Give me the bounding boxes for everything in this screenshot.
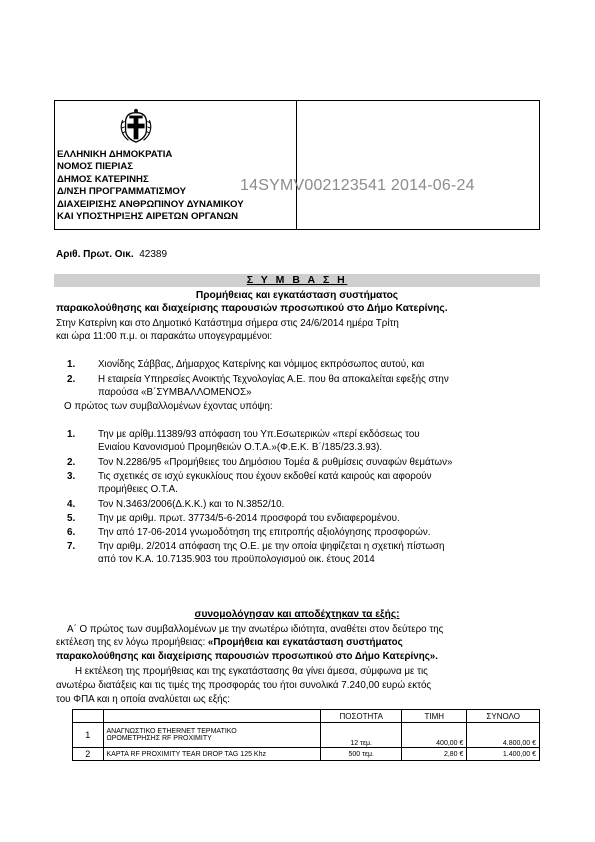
row-index: 2 xyxy=(73,748,104,761)
row-total: 4.800,00 € xyxy=(467,723,540,748)
consideration-number: 3. xyxy=(67,471,76,482)
party-text: Χιονίδης Σάββας, Δήμαρχος Κατερίνης και νόμιμος εκπρόσωπος αυτού, και xyxy=(98,359,425,370)
consideration-text: Ενιαίου Κανονισμού Προμηθειών Ο.Τ.Α.»(Φ.Ε.Κ. Β΄/185/23.3.93). xyxy=(98,442,383,453)
row-description-line: ΩΡΟΜΕΤΡΗΣΗΣ RF PROXIMITY xyxy=(106,735,212,742)
consideration-text: Τις σχετικές σε ισχύ εγκυκλίους που έχουν εκδοθεί κατά καιρούς και αφορούν xyxy=(98,471,432,482)
greek-coat-of-arms-icon xyxy=(117,107,155,145)
row-index: 1 xyxy=(73,723,104,748)
consideration-text: Την από 17-06-2014 γνωμοδότηση της επιτροπής αξιολόγησης προσφορών. xyxy=(98,527,431,538)
subject-line-1: Προμήθειας και εγκατάσταση συστήματος xyxy=(195,290,399,301)
paragraph-a-line-1: Α΄ Ο πρώτος των συμβαλλομένων με την ανωτέρω ιδιότητα, αναθέτει στον δεύτερο της xyxy=(67,624,444,635)
consideration-text: από τον Κ.Α. 10.7135.903 του προϋπολογισμού οικ. έτους 2014 xyxy=(98,554,375,565)
paragraph-a-plain: εκτέλεση της εν λόγω προμήθειας: xyxy=(56,637,208,648)
authority-line: ΝΟΜΟΣ ΠΙΕΡΙΑΣ xyxy=(57,161,134,173)
row-price: 2,80 € xyxy=(402,748,467,761)
paragraph-a-line-3: παρακολούθησης και διαχείρισης παρουσιών προσωπικού στο Δήμο Κατερίνης». xyxy=(56,651,438,662)
agreed-heading: συνομολόγησαν και αποδέχτηκαν τα εξής: xyxy=(194,609,400,620)
consideration-number: 2. xyxy=(67,457,76,468)
consideration-text: Την με αριθμ. πρωτ. 37734/5-6-2014 προσφορά του ενδιαφερομένου. xyxy=(98,513,400,524)
intro-line-1: Στην Κατερίνη και στο Δημοτικό Κατάστημα σήμερα στις 24/6/2014 ημέρα Τρίτη xyxy=(56,318,399,329)
consideration-number: 5. xyxy=(67,513,76,524)
authority-line: ΔΗΜΟΣ ΚΑΤΕΡΙΝΗΣ xyxy=(57,173,149,185)
table-row xyxy=(73,748,540,761)
intro-line-2: και ώρα 11:00 π.μ. οι παρακάτω υπογεγραμμένοι: xyxy=(56,331,273,342)
table-header-cell: ΣΥΝΟΛΟ xyxy=(467,710,540,723)
consideration-text: Τον Ν.3463/2006(Δ.Κ.Κ.) και το Ν.3852/10. xyxy=(98,499,285,510)
document-stamp: 14SYMV002123541 2014-06-24 xyxy=(240,177,475,194)
consideration-text: προμήθειες Ο.Τ.Α. xyxy=(98,484,178,495)
authority-block xyxy=(57,149,244,223)
header-box xyxy=(54,100,540,230)
protocol-number xyxy=(56,249,167,260)
header-divider xyxy=(296,101,297,229)
paragraph-a-bold: «Προμήθεια και εγκατάσταση συστήματος xyxy=(207,637,403,648)
table-header-cell: ΠΟΣΟΤΗΤΑ xyxy=(321,710,402,723)
table-header-row xyxy=(73,710,540,723)
subject-line-2: παρακολούθησης και διαχείρισης παρουσιών προσωπικού στο Δήμο Κατερίνης. xyxy=(56,303,448,314)
table-header-cell: ΤΙΜΗ xyxy=(402,710,467,723)
authority-line: Δ/ΝΣΗ ΠΡΟΓΡΑΜΜΑΤΙΣΜΟΥ xyxy=(57,186,186,198)
row-total: 1.400,00 € xyxy=(467,748,540,761)
consideration-number: 7. xyxy=(67,541,76,552)
consideration-text: Τον Ν.2286/95 «Προμήθειες του Δημόσιου Τομέα & ρυθμίσεις συναφών θεμάτων» xyxy=(98,457,453,468)
paragraph-b-line-3: του ΦΠΑ και η οποία αναλύεται ως εξής: xyxy=(56,694,230,705)
party-text: παρούσα «Β΄ΣΥΜΒΑΛΛΟΜΕΝΟΣ» xyxy=(98,387,252,398)
row-quantity: 12 τεμ. xyxy=(321,723,402,748)
authority-line: ΔΙΑΧΕΙΡΙΣΗΣ ΑΝΘΡΩΠΙΝΟΥ ΔΥΝΑΜΙΚΟΥ xyxy=(57,198,244,210)
authority-line: ΚΑΙ ΥΠΟΣΤΗΡΙΞΗΣ ΑΙΡΕΤΩΝ ΟΡΓΑΝΩΝ xyxy=(57,211,239,223)
considering-intro: Ο πρώτος των συμβαλλομένων έχοντας υπόψη: xyxy=(64,401,273,412)
consideration-number: 6. xyxy=(67,527,76,538)
paragraph-b-line-1: Η εκτέλεση της προμήθειας και της εγκατάστασης θα γίνει άμεσα, σύμφωνα με τις xyxy=(75,666,428,677)
party-number: 1. xyxy=(67,359,76,370)
consideration-number: 4. xyxy=(67,499,76,510)
party-number: 2. xyxy=(67,374,76,385)
table-row xyxy=(73,723,540,748)
consideration-number: 1. xyxy=(67,429,76,440)
consideration-text: Την με αρίθμ.11389/93 απόφαση του Υπ.Εσωτερικών «περί εκδόσεως του xyxy=(98,429,420,440)
paragraph-a-line-2 xyxy=(56,637,403,648)
paragraph-b-line-2: ανωτέρω διατάξεις και τις τιμές της προσφοράς του ήτοι συνολικά 7.240,00 ευρώ εκτός xyxy=(56,680,432,691)
row-description: ΚΑΡΤΑ RF PROXIMITY TEAR DROP TAG 125 Khz xyxy=(103,748,321,761)
row-description xyxy=(103,723,321,748)
protocol-value: 42389 xyxy=(139,249,168,260)
row-description-line: ΑΝΑΓΝΩΣΤΙΚΟ ETHERNET ΤΕΡΜΑΤΙΚΟ xyxy=(106,728,237,735)
protocol-label: Αριθ. Πρωτ. Οικ. xyxy=(56,249,134,260)
consideration-text: Την αριθμ. 2/2014 απόφαση της Ο.Ε. με την οποία ψηφίζεται η σχετική πίστωση xyxy=(98,541,445,552)
party-text: Η εταιρεία Υπηρεσίες Ανοικτής Τεχνολογίας Α.Ε. που θα αποκαλείται εφεξής στην xyxy=(98,374,449,385)
items-table xyxy=(72,709,540,761)
table-header-cell xyxy=(73,710,104,723)
row-quantity: 500 τεμ. xyxy=(321,748,402,761)
document-title: Σ Υ Μ Β Α Σ Η xyxy=(246,274,348,286)
table-header-cell xyxy=(103,710,321,723)
row-price: 400,00 € xyxy=(402,723,467,748)
authority-line: ΕΛΛΗΝΙΚΗ ΔΗΜΟΚΡΑΤΙΑ xyxy=(57,149,173,160)
